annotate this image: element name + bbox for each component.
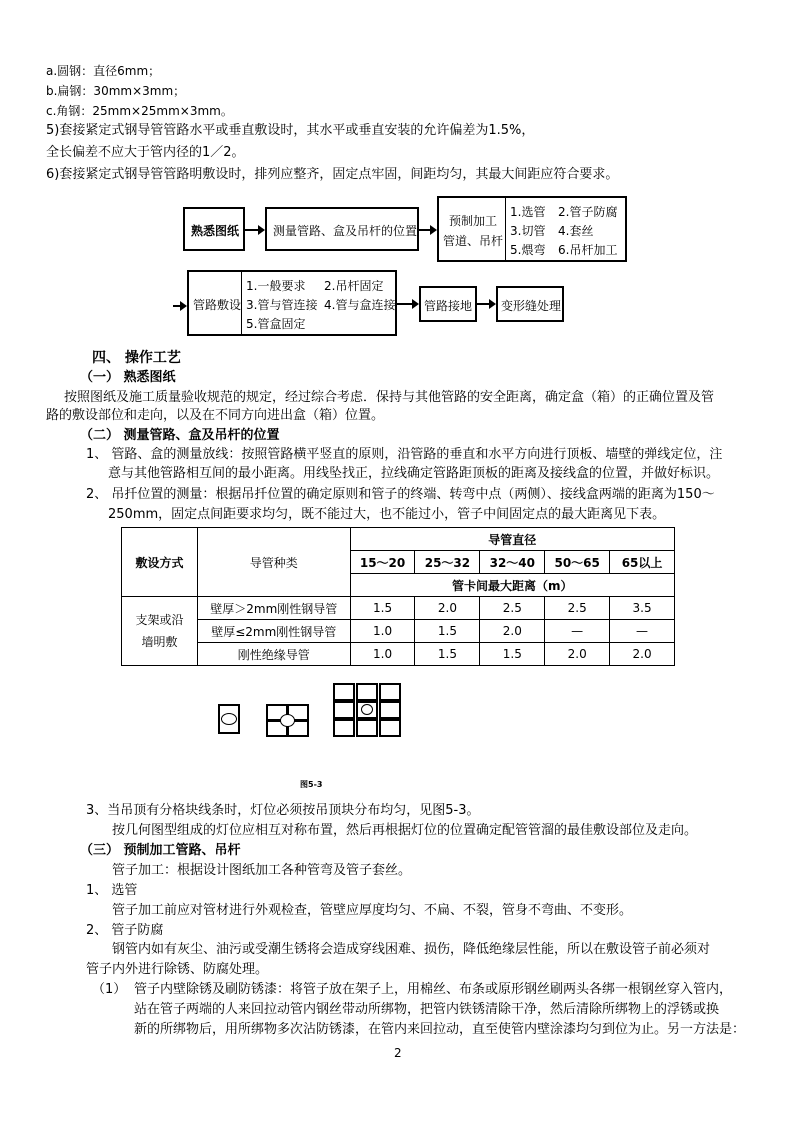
ceiling-panel [379, 701, 401, 719]
section-2-title: （二） 测量管路、盒及吊杆的位置 [80, 428, 280, 443]
section-3-body-1: 管子加工：根据设计图纸加工各种管弯及管子套丝。 [112, 863, 412, 878]
flow-box-joint [496, 286, 564, 322]
lamp-icon [221, 713, 237, 725]
lamp-icon [280, 714, 295, 727]
section-1-body-2: 路的敷设部位和走向，以及在不同方向进出盒（箱）位置。 [46, 408, 385, 423]
table-cell: — [610, 620, 675, 643]
table-type-cell: 壁厚＞2mm刚性钢导管 [197, 597, 350, 620]
flow-arrow-2 [419, 229, 435, 231]
table-row [122, 597, 675, 620]
flow-prefab-item-2: 2.管子防腐 [558, 205, 618, 219]
flow-prefab-item-6: 6.吊杆加工 [558, 243, 618, 257]
section-3-item-1-label: （1） [92, 982, 127, 997]
table-diameter-4: 50～65 [545, 551, 610, 574]
table-type-cell: 壁厚≤2mm刚性钢导管 [197, 620, 350, 643]
flow-box-grounding [419, 286, 477, 322]
table-cell: 2.0 [610, 643, 675, 666]
flow-laying-item-5: 5.管盒固定 [246, 317, 306, 331]
ceiling-panel [356, 719, 378, 737]
table-cell: 1.5 [415, 643, 480, 666]
spacing-table [121, 527, 675, 666]
section-3-body-6: 管子内外进行除锈、防腐处理。 [86, 962, 269, 977]
flow-box-drawings-label: 熟悉图纸 [191, 224, 240, 238]
ceiling-panel [379, 683, 401, 701]
intro-line-5: 5)套接紧定式钢导管管路水平或垂直敷设时，其水平或垂直安装的允许偏差为1.5%， [46, 123, 535, 138]
table-cell: 1.5 [415, 620, 480, 643]
table-cell: 1.0 [350, 643, 415, 666]
flow-laying-item-4: 4.管与盒连接 [324, 298, 396, 312]
section-1-body-1: 按照图纸及施工质量验收规范的规定，经过综合考虑．保持与其他管路的安全距离，确定盒（箱）的正确位置及管 [64, 390, 715, 405]
flow-arrow-5 [477, 303, 494, 305]
table-cell: 2.5 [480, 597, 545, 620]
intro-line-6: 6)套接紧定式钢导管管路明敷设时，排列应整齐，固定点牢固，间距均匀，其最大间距应符合要求。 [46, 167, 619, 182]
flow-box-laying [187, 270, 397, 336]
flow-prefab-item-4: 4.套丝 [558, 224, 594, 238]
flow-box-prefab-label-1: 预制加工 [449, 214, 498, 228]
section-3-body-2: 1、 选管 [86, 883, 138, 898]
section-3-body-7: 管子内壁除锈及刷防锈漆：将管子放在架子上，用棉丝、布条或原形钢丝刷两头各绑一根钢丝穿入管内， [134, 982, 733, 997]
table-header-distance: 管卡间最大距离（m） [350, 574, 674, 597]
flow-box-measure [265, 207, 419, 251]
intro-line-b: b.扁钢：30mm×3mm； [46, 84, 186, 98]
section-2-p3-line2: 按几何图型组成的灯位应相互对称布置，然后再根据灯位的位置确定配管管溜的最佳敷设部位及走向。 [112, 823, 698, 838]
section-2-p1-line2: 意与其他管路相互间的最小距离。用线坠找正，拉线确定管路距顶板的距离及接线盒的位置，并做好标识。 [108, 466, 720, 481]
table-cell: 2.0 [545, 643, 610, 666]
section-1-title: （一） 熟悉图纸 [80, 370, 176, 385]
table-diameter-2: 25～32 [415, 551, 480, 574]
table-cell: 1.5 [480, 643, 545, 666]
flow-box-measure-label: 测量管路、盒及吊杆的位置 [273, 224, 418, 238]
table-cell: — [545, 620, 610, 643]
flow-box-laying-divider [241, 272, 242, 334]
intro-line-c: c.角钢：25mm×25mm×3mm。 [46, 104, 233, 118]
table-row [122, 643, 675, 666]
flow-arrow-4 [397, 303, 417, 305]
table-cell: 2.5 [545, 597, 610, 620]
section-3-body-5: 钢管内如有灰尘、油污或受潮生锈将会造成穿线困难、损伤，降低绝缘层性能，所以在敷设管子前必须对 [112, 942, 711, 957]
table-cell: 3.5 [610, 597, 675, 620]
section-3-body-8: 站在管子两端的人来回拉动管内钢丝带动所绑物，把管内铁锈清除干净，然后清除所绑物上的浮锈或换 [134, 1002, 720, 1017]
flow-box-joint-label: 变形缝处理 [501, 299, 562, 313]
section-4-title: 四、 操作工艺 [92, 350, 181, 366]
flow-box-laying-label: 管路敷设 [193, 298, 242, 312]
ceiling-panel [333, 719, 355, 737]
flow-box-grounding-label: 管路接地 [424, 299, 473, 313]
flow-box-prefab [437, 196, 627, 262]
ceiling-panel [333, 701, 355, 719]
table-header-diameter: 导管直径 [350, 528, 674, 551]
table-header-method: 敷设方式 [122, 528, 198, 597]
table-header-type: 导管种类 [197, 528, 350, 597]
flow-laying-item-3: 3.管与管连接 [246, 298, 318, 312]
section-3-title: （三） 预制加工管路、吊杆 [80, 843, 241, 858]
table-diameter-3: 32～40 [480, 551, 545, 574]
table-cell: 2.0 [480, 620, 545, 643]
table-row [122, 620, 675, 643]
flow-prefab-item-3: 3.切管 [510, 224, 546, 238]
table-cell: 1.0 [350, 620, 415, 643]
section-2-p1-line1: 1、 管路、盒的测量放线：按照管路横平竖直的原则，沿管路的垂直和水平方向进行顶板、墙壁的弹线定位，注 [86, 447, 723, 462]
page-number: 2 [394, 1046, 402, 1060]
ceiling-panel [356, 683, 378, 701]
ceiling-panel [333, 683, 355, 701]
section-3-body-3: 管子加工前应对管材进行外观检查，管壁应厚度均匀、不扁、不裂，管身不弯曲、不变形。 [112, 903, 633, 918]
lamp-icon [361, 704, 373, 715]
flow-box-prefab-divider [505, 198, 506, 260]
table-diameter-5: 65以上 [610, 551, 675, 574]
section-2-p2-line1: 2、 吊扦位置的测量：根据吊扦位置的确定原则和管子的终端、转弯中点（两侧）、接线盒两端的距离为150～ [86, 487, 715, 502]
table-diameter-1: 15～20 [350, 551, 415, 574]
section-2-p2-line2: 250mm，固定点间距要求均匀，既不能过大，也不能过小，管子中间固定点的最大距离见下表。 [108, 507, 666, 522]
flow-arrow-3 [173, 305, 185, 307]
ceiling-panel [379, 719, 401, 737]
section-3-body-4: 2、 管子防腐 [86, 923, 164, 938]
section-2-p3-line1: 3、当吊顶有分格块线条时，灯位必须按吊顶块分布均匀，见图5-3。 [86, 803, 480, 818]
table-method-cell [122, 597, 198, 666]
intro-line-a: a.圆钢：直径6mm； [46, 64, 161, 78]
table-method-label: 支架或沿墙明敷 [135, 613, 184, 649]
flow-laying-item-1: 1.一般要求 [246, 279, 306, 293]
flow-laying-item-2: 2.吊杆固定 [324, 279, 384, 293]
table-cell: 2.0 [415, 597, 480, 620]
section-3-body-9: 新的所绑物后，用所绑物多次沾防锈漆，在管内来回拉动，直至使管内壁涂漆均匀到位为止。另一方法是： [134, 1022, 746, 1037]
table-type-cell: 刚性绝缘导管 [197, 643, 350, 666]
figure-caption: 图5-3 [300, 780, 323, 789]
intro-line-5b: 全长偏差不应大于管内径的1／2。 [46, 145, 245, 160]
flow-arrow-1 [245, 229, 263, 231]
flow-box-drawings [183, 207, 245, 251]
flow-prefab-item-5: 5.煨弯 [510, 243, 546, 257]
flow-prefab-item-1: 1.选管 [510, 205, 546, 219]
table-cell: 1.5 [350, 597, 415, 620]
flow-box-prefab-label-2: 管道、吊杆 [443, 234, 504, 248]
